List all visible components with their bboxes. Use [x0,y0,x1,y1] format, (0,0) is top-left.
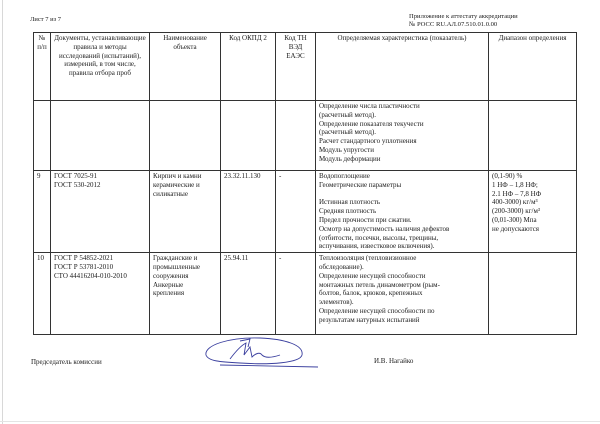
cell-line: силикатные [153,189,188,198]
cell-line: СТО 44416204-010-2010 [54,271,127,280]
cell-line: Определение показателя текучести [319,119,424,128]
cell-line: 400-3000) кг/м³ [492,198,538,207]
cell-line: монтажных петель динамометром (рым- [319,280,440,289]
cell-line: (200-3000) кг/м³ [492,207,540,216]
cell-line: обследование). [319,262,364,271]
cell-line: Средняя плотность [319,207,377,216]
cell-line: Кирпич и камни [153,172,202,180]
column-header-characteristic: Определяемая характеристика (показатель) [316,33,489,101]
cell-object [150,171,221,253]
cell-line: Истинная плотность [319,198,381,207]
cell-line: (0,01-300) Мпа [492,215,537,224]
cell-line: Расчет стандартного уплотнения [319,137,417,146]
cell-line: болтов, балок, крюков, крепежных [319,289,423,298]
cell-line: (0,1-90) % [492,172,523,180]
signer-name: И.В. Нагайко [374,357,414,365]
cell-line [319,190,485,199]
cell-ranges [489,101,577,171]
cell-ranges [489,253,577,335]
cell-line: Модуль деформации [319,154,381,163]
signature-icon [200,333,320,373]
cell-line: Модуль упругости [319,145,374,154]
cell-line: Водопоглощение [319,172,370,180]
page-edge [0,421,600,422]
column-header-documents: Документы, устанавливающие правила и методы исследований (испытаний), измерений, в том числе, правила отбора проб [51,33,150,101]
cell-line: Теплоизоляция (тепловизионное [319,254,417,263]
cell-line: не допускаются [492,224,540,233]
cell-line: ГОСТ Р 53781-2010 [54,262,114,271]
table-row [34,253,577,335]
sheet-number: Лист 7 из 7 [30,16,62,23]
column-header-range: Диапазон определения [489,33,577,101]
cell-ranges [489,171,577,253]
cell-line: Определение несущей способности [319,271,426,280]
cell-line: элементов). [319,298,354,307]
cell-line: (отбитости, посечки, высолы, трещины, [319,233,439,242]
cell-tnved [276,101,316,171]
cell-line: 1 НФ – 1,8 НФ; [492,180,538,189]
column-header-object: Наименование объекта [150,33,221,101]
cell-object [150,253,221,335]
cell-line: промышленные [153,262,201,271]
cell-line: ГОСТ Р 54852-2021 [54,254,114,263]
column-header-tnved: Код ТН ВЭД ЕАЭС [276,33,316,101]
cell-line: Осмотр на допустимость наличия дефектов [319,224,450,233]
cell-line: крепления [153,289,185,298]
cell-line: результатам натурных испытаний [319,315,420,324]
column-header-okpd2: Код ОКПД 2 [221,33,276,101]
cell-line: Анкерные [153,280,184,289]
cell-tnved: - [276,171,316,253]
cell-line: Определение несущей способности по [319,306,435,315]
table-row [34,101,577,171]
cell-okpd2 [221,101,276,171]
cell-line: вспучивания, известковое включения). [319,242,435,251]
cell-line: Геометрические параметры [319,180,402,189]
chair-label: Председатель комиссии [31,358,102,366]
cell-characteristics [316,171,489,253]
cell-line: ГОСТ 7025-91 [54,172,98,180]
appendix-reference [409,13,518,29]
cell-characteristics [316,253,489,335]
cell-line: 2.1 НФ – 7,8 НФ [492,189,542,198]
cell-documents [51,171,150,253]
cell-documents [51,101,150,171]
cell-number [34,101,51,171]
cell-line: сооружения [153,271,189,280]
page-edge [2,0,3,424]
cell-line: керамические и [153,180,200,189]
cell-tnved: - [276,253,316,335]
table-row [34,171,577,253]
cell-line: ГОСТ 530-2012 [54,180,101,189]
table-header-row [34,33,577,101]
accreditation-number: № РОСС RU.АЛ.07.510.01.0.00 [409,21,498,28]
cell-okpd2: 23.32.11.130 [221,171,276,253]
cell-documents [51,253,150,335]
cell-line: Гражданские и [153,254,198,263]
cell-object [150,101,221,171]
cell-number: 10 [34,253,51,335]
cell-number: 9 [34,171,51,253]
column-header-number: № п/п [34,33,51,101]
accreditation-scope-table [33,32,577,335]
cell-line: (расчетный метод). [319,128,376,137]
cell-line: Определение числа пластичности [319,102,420,110]
cell-characteristics [316,101,489,171]
appendix-title: Приложение к аттестату аккредитации [409,13,518,20]
cell-okpd2: 25.94.11 [221,253,276,335]
cell-line: Предел прочности при сжатии. [319,215,412,224]
cell-line: (расчетный метод). [319,110,376,119]
